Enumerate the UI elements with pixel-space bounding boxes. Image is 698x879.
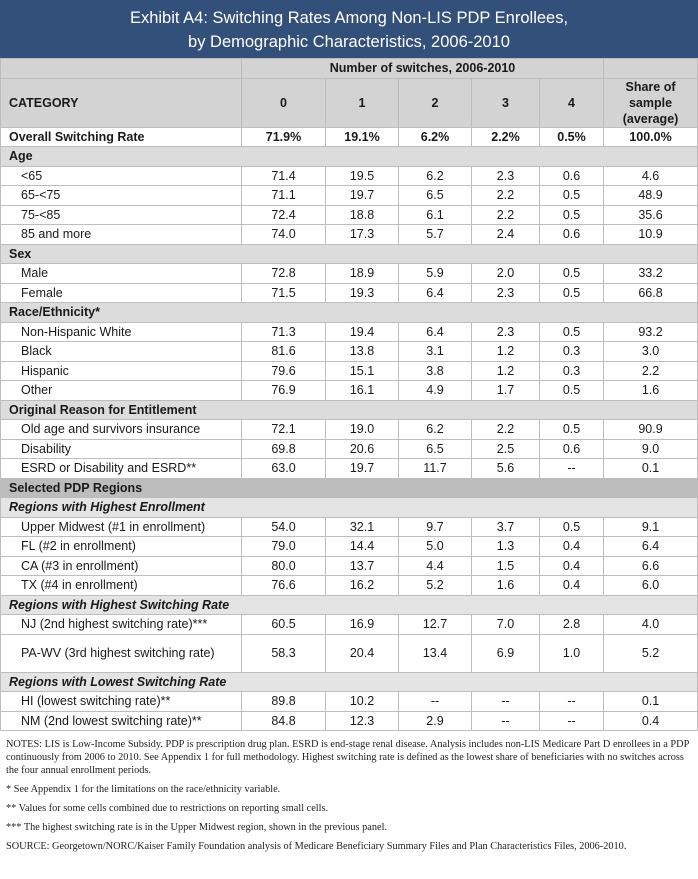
row-value: 6.5 [399,439,472,459]
footnote-highest-rate: *** The highest switching rate is in the Upper Midwest region, shown in the previous panel. [6,822,388,833]
row-value: 19.7 [326,459,399,479]
row-label: CA (#3 in enrollment) [1,556,242,576]
row-label: <65 [1,166,242,186]
section-label: Race/Ethnicity* [1,303,698,323]
row-value: 0.5 [540,517,604,537]
row-value: 0.6 [540,225,604,245]
overall-row [1,127,698,147]
table-row [1,186,698,206]
table-row [1,361,698,381]
row-value: 79.6 [242,361,326,381]
table-row [1,166,698,186]
table-row [1,225,698,245]
row-value: 0.4 [540,576,604,596]
col-header-0: 0 [242,78,326,127]
col-header-2: 2 [399,78,472,127]
row-value: 79.0 [242,537,326,557]
row-value: 4.9 [399,381,472,401]
col-header-4: 4 [540,78,604,127]
overall-value: 100.0% [604,127,698,147]
section-label: Regions with Highest Enrollment [1,498,698,518]
section-label: Age [1,147,698,167]
row-value: 0.4 [540,537,604,557]
row-value: 6.1 [399,205,472,225]
table-row [1,615,698,635]
row-label: Disability [1,439,242,459]
overall-value: 19.1% [326,127,399,147]
section-label: Regions with Lowest Switching Rate [1,672,698,692]
row-value: 76.9 [242,381,326,401]
row-value: 93.2 [604,322,698,342]
row-value: 6.4 [399,283,472,303]
section-label: Sex [1,244,698,264]
overall-value: 6.2% [399,127,472,147]
row-value: 72.1 [242,420,326,440]
row-value: 18.9 [326,264,399,284]
row-value: 54.0 [242,517,326,537]
table-row [1,517,698,537]
category-header: CATEGORY [1,78,242,127]
row-label: Black [1,342,242,362]
row-value: 6.6 [604,556,698,576]
row-value: 71.4 [242,166,326,186]
row-value: 0.4 [604,711,698,731]
table-row [1,711,698,731]
exhibit-title [0,0,698,58]
row-value: 1.0 [540,634,604,672]
row-value: 0.6 [540,166,604,186]
row-value: 1.2 [472,342,540,362]
row-value: 66.8 [604,283,698,303]
row-value: 19.3 [326,283,399,303]
row-value: 6.4 [399,322,472,342]
row-value: 9.0 [604,439,698,459]
row-label: TX (#4 in enrollment) [1,576,242,596]
section-header [1,400,698,420]
row-value: 5.7 [399,225,472,245]
row-value: 0.5 [540,420,604,440]
row-value: 76.6 [242,576,326,596]
row-value: 0.5 [540,322,604,342]
row-value: 1.6 [604,381,698,401]
row-value: 2.8 [540,615,604,635]
table-row [1,264,698,284]
row-value: 80.0 [242,556,326,576]
row-label: 85 and more [1,225,242,245]
row-value: 2.2 [472,186,540,206]
row-value: 63.0 [242,459,326,479]
row-label: 65-<75 [1,186,242,206]
row-value: 13.4 [399,634,472,672]
row-value: 12.7 [399,615,472,635]
row-value: 19.7 [326,186,399,206]
row-value: 10.2 [326,692,399,712]
row-value: 60.5 [242,615,326,635]
table-row [1,439,698,459]
row-value: 10.9 [604,225,698,245]
table-row [1,342,698,362]
row-value: 2.9 [399,711,472,731]
notes-paragraph: NOTES: LIS is Low-Income Subsidy. PDP is prescription drug plan. ESRD is end-stage renal disease. Analysis includes non-LIS Medicare Part D enrollees in a PDP continuously from 2006 to 2010. See Appendix 1 for full methodology. Highest switching rate is defined as the lowest share of beneficiaries with no switches across the four annual enrollment periods. [6,739,689,776]
footnote-race: * See Appendix 1 for the limitations on the race/ethnicity variable. [6,784,281,795]
row-value: 2.2 [472,205,540,225]
share-header: Share of sample (average) [604,78,698,127]
row-value: -- [540,711,604,731]
row-value: 71.3 [242,322,326,342]
row-value: 20.6 [326,439,399,459]
row-value: 16.2 [326,576,399,596]
row-value: 81.6 [242,342,326,362]
section-label: Original Reason for Entitlement [1,400,698,420]
table-row [1,537,698,557]
row-value: 1.7 [472,381,540,401]
section-header [1,244,698,264]
row-value: 35.6 [604,205,698,225]
row-value: 71.1 [242,186,326,206]
row-value: 2.0 [472,264,540,284]
row-value: 12.3 [326,711,399,731]
overall-label: Overall Switching Rate [1,127,242,147]
col-header-3: 3 [472,78,540,127]
row-value: 1.6 [472,576,540,596]
row-value: -- [399,692,472,712]
row-value: 3.1 [399,342,472,362]
subsection-header [1,672,698,692]
section-header [1,303,698,323]
row-value: 5.9 [399,264,472,284]
row-value: 0.5 [540,264,604,284]
row-label: NJ (2nd highest switching rate)*** [1,615,242,635]
row-value: 0.5 [540,205,604,225]
row-value: 0.1 [604,692,698,712]
row-value: 6.0 [604,576,698,596]
row-value: 13.7 [326,556,399,576]
table-row [1,692,698,712]
row-value: 6.4 [604,537,698,557]
row-value: 72.8 [242,264,326,284]
row-value: 48.9 [604,186,698,206]
row-value: 4.0 [604,615,698,635]
table-body [1,127,698,731]
row-value: 2.3 [472,283,540,303]
overall-value: 0.5% [540,127,604,147]
header-group-row [1,59,698,79]
row-value: 16.9 [326,615,399,635]
row-value: 0.3 [540,342,604,362]
row-value: 19.4 [326,322,399,342]
table-row [1,205,698,225]
row-value: 89.8 [242,692,326,712]
subsection-header [1,498,698,518]
row-value: 5.0 [399,537,472,557]
title-line-1: Exhibit A4: Switching Rates Among Non-LIS PDP Enrollees, [129,9,569,27]
col-header-1: 1 [326,78,399,127]
row-value: 5.2 [399,576,472,596]
row-value: 2.3 [472,322,540,342]
row-value: 2.2 [472,420,540,440]
row-value: 6.2 [399,166,472,186]
row-label: HI (lowest switching rate)** [1,692,242,712]
row-value: 1.3 [472,537,540,557]
row-value: 32.1 [326,517,399,537]
table-row [1,556,698,576]
row-value: 5.2 [604,634,698,672]
footnote-small-cells: ** Values for some cells combined due to restrictions on reporting small cells. [6,803,329,814]
section-header [1,147,698,167]
row-value: -- [472,692,540,712]
row-label: Female [1,283,242,303]
row-label: Hispanic [1,361,242,381]
row-value: -- [472,711,540,731]
row-label: 75-<85 [1,205,242,225]
row-value: 15.1 [326,361,399,381]
row-value: 9.7 [399,517,472,537]
section-label: Selected PDP Regions [1,478,698,498]
table-row [1,576,698,596]
section-label: Regions with Highest Switching Rate [1,595,698,615]
row-label: Other [1,381,242,401]
row-value: 7.0 [472,615,540,635]
table-row [1,459,698,479]
switching-rates-table [0,58,698,731]
title-line-2: by Demographic Characteristics, 2006-2010 [188,33,510,51]
overall-value: 2.2% [472,127,540,147]
row-value: -- [540,459,604,479]
overall-value: 71.9% [242,127,326,147]
row-value: 90.9 [604,420,698,440]
switches-group-header: Number of switches, 2006-2010 [242,59,604,79]
row-label: Non-Hispanic White [1,322,242,342]
row-value: 2.5 [472,439,540,459]
row-value: 69.8 [242,439,326,459]
table-row [1,283,698,303]
row-value: 0.5 [540,283,604,303]
row-value: 11.7 [399,459,472,479]
row-value: 58.3 [242,634,326,672]
row-value: 1.5 [472,556,540,576]
row-value: 0.4 [540,556,604,576]
row-value: 4.4 [399,556,472,576]
row-value: -- [540,692,604,712]
row-value: 84.8 [242,711,326,731]
row-value: 17.3 [326,225,399,245]
row-value: 4.6 [604,166,698,186]
row-value: 19.5 [326,166,399,186]
row-value: 6.9 [472,634,540,672]
row-label: PA-WV (3rd highest switching rate) [1,634,242,672]
table-row [1,634,698,672]
row-value: 9.1 [604,517,698,537]
table-row [1,420,698,440]
row-value: 16.1 [326,381,399,401]
row-label: ESRD or Disability and ESRD** [1,459,242,479]
row-label: Upper Midwest (#1 in enrollment) [1,517,242,537]
row-label: NM (2nd lowest switching rate)** [1,711,242,731]
row-value: 2.2 [604,361,698,381]
row-value: 0.5 [540,381,604,401]
row-value: 14.4 [326,537,399,557]
row-value: 3.0 [604,342,698,362]
row-value: 2.3 [472,166,540,186]
row-value: 18.8 [326,205,399,225]
table-row [1,381,698,401]
row-value: 13.8 [326,342,399,362]
row-value: 3.7 [472,517,540,537]
row-value: 3.8 [399,361,472,381]
row-value: 0.1 [604,459,698,479]
row-value: 20.4 [326,634,399,672]
row-label: FL (#2 in enrollment) [1,537,242,557]
row-label: Male [1,264,242,284]
row-value: 19.0 [326,420,399,440]
row-value: 72.4 [242,205,326,225]
row-value: 0.6 [540,439,604,459]
table-row [1,322,698,342]
row-label: Old age and survivors insurance [1,420,242,440]
row-value: 5.6 [472,459,540,479]
row-value: 0.3 [540,361,604,381]
row-value: 74.0 [242,225,326,245]
row-value: 1.2 [472,361,540,381]
source-note: SOURCE: Georgetown/NORC/Kaiser Family Foundation analysis of Medicare Beneficiary Summary Files and Plan Characteristics Files, 2006-2010. [6,841,627,852]
subsection-header [1,595,698,615]
header-columns-row [1,78,698,127]
row-value: 2.4 [472,225,540,245]
notes-section [0,731,698,853]
row-value: 71.5 [242,283,326,303]
row-value: 0.5 [540,186,604,206]
row-value: 33.2 [604,264,698,284]
row-value: 6.5 [399,186,472,206]
regions-header [1,478,698,498]
row-value: 6.2 [399,420,472,440]
